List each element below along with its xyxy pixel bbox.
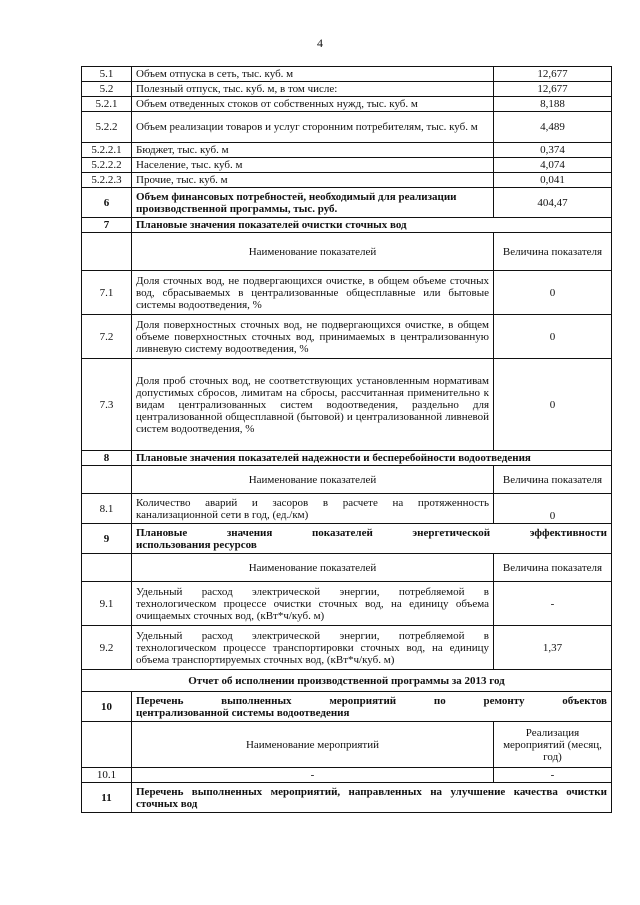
table-row — [82, 67, 612, 82]
table-row — [82, 582, 612, 626]
row-number: 5.2.1 — [82, 97, 132, 112]
column-header-name: Наименование показателей — [132, 233, 494, 271]
section-title-line1: Перечень выполненных мероприятий по ремонту объектов — [136, 694, 607, 707]
row-number: 8.1 — [82, 494, 132, 524]
row-value: 0,041 — [494, 173, 612, 188]
row-number: 9.2 — [82, 626, 132, 670]
row-label: Бюджет, тыс. куб. м — [132, 143, 494, 158]
column-header-value: Величина показателя — [494, 466, 612, 494]
section-number: 10 — [82, 692, 132, 722]
table-row — [82, 271, 612, 315]
row-label: Доля сточных вод, не подвергающихся очистке, в общем объеме сточных вод, сбрасываемых в централизованные общесплавные или бытовые системы водоотведения, % — [132, 271, 494, 315]
row-label: Полезный отпуск, тыс. куб. м, в том числе: — [132, 82, 494, 97]
report-title: Отчет об исполнении производственной программы за 2013 год — [82, 670, 612, 692]
row-number: 5.2.2.1 — [82, 143, 132, 158]
table-row — [82, 188, 612, 218]
section-header — [82, 218, 612, 233]
table-row — [82, 112, 612, 143]
program-table — [81, 66, 612, 813]
row-value: 12,677 — [494, 67, 612, 82]
section-header — [82, 524, 612, 554]
table-row — [82, 82, 612, 97]
row-value: 0 — [494, 271, 612, 315]
row-value: - — [494, 582, 612, 626]
section-title-line1: Плановые значения показателей энергетической эффективности — [136, 526, 607, 539]
column-header-row — [82, 722, 612, 768]
row-number: 5.2.2.2 — [82, 158, 132, 173]
section-title — [132, 524, 612, 554]
row-number: 7.3 — [82, 359, 132, 451]
row-label: - — [132, 768, 494, 783]
column-header-value: Реализация мероприятий (месяц, год) — [494, 722, 612, 768]
row-number: 5.2.2.3 — [82, 173, 132, 188]
row-number: 7.1 — [82, 271, 132, 315]
section-header — [82, 451, 612, 466]
table-row — [82, 494, 612, 524]
column-header-name: Наименование показателей — [132, 554, 494, 582]
table-row — [82, 173, 612, 188]
row-value: 0 — [494, 315, 612, 359]
row-value: 4,489 — [494, 112, 612, 143]
section-title — [132, 692, 612, 722]
empty-cell — [82, 466, 132, 494]
row-number: 9.1 — [82, 582, 132, 626]
row-number: 5.2.2 — [82, 112, 132, 143]
section-title: Перечень выполненных мероприятий, направленных на улучшение качества очистки сточных вод — [132, 783, 612, 813]
row-number: 10.1 — [82, 768, 132, 783]
section-number: 8 — [82, 451, 132, 466]
section-header — [82, 692, 612, 722]
column-header-value: Величина показателя — [494, 233, 612, 271]
table-row — [82, 768, 612, 783]
column-header-row — [82, 233, 612, 271]
row-label: Население, тыс. куб. м — [132, 158, 494, 173]
row-number: 5.1 — [82, 67, 132, 82]
row-label: Доля поверхностных сточных вод, не подвергающихся очистке, в общем объеме поверхностных сточных вод, принимаемых в централизованную ливневую систему водоотведения, % — [132, 315, 494, 359]
row-value: 0 — [494, 494, 612, 524]
empty-cell — [82, 233, 132, 271]
column-header-row — [82, 554, 612, 582]
row-label: Удельный расход электрической энергии, потребляемой в технологическом процессе транспортировки сточных вод, на единицу объема транспортируемых сточных вод, (кВт*ч/куб. м) — [132, 626, 494, 670]
table-row — [82, 626, 612, 670]
row-label: Объем отпуска в сеть, тыс. куб. м — [132, 67, 494, 82]
empty-cell — [82, 554, 132, 582]
column-header-name: Наименование мероприятий — [132, 722, 494, 768]
section-number: 11 — [82, 783, 132, 813]
row-value: 8,188 — [494, 97, 612, 112]
row-label: Удельный расход электрической энергии, потребляемой в технологическом процессе очистки сточных вод, на единицу объема очищаемых сточных вод, (кВт*ч/куб. м) — [132, 582, 494, 626]
row-label: Объем отведенных стоков от собственных нужд, тыс. куб. м — [132, 97, 494, 112]
table-row — [82, 97, 612, 112]
row-value: 0 — [494, 359, 612, 451]
row-label: Объем реализации товаров и услуг сторонним потребителям, тыс. куб. м — [132, 112, 494, 143]
report-title-row — [82, 670, 612, 692]
table-row — [82, 359, 612, 451]
table-row — [82, 315, 612, 359]
column-header-row — [82, 466, 612, 494]
row-value: 1,37 — [494, 626, 612, 670]
page-number: 4 — [317, 36, 323, 50]
row-value: 0,374 — [494, 143, 612, 158]
row-label: Объем финансовых потребностей, необходимый для реализации производственной программы, тыс. руб. — [132, 188, 494, 218]
section-title-line2: использования ресурсов — [136, 538, 257, 551]
row-value: - — [494, 768, 612, 783]
row-value: 4,074 — [494, 158, 612, 173]
row-value: 404,47 — [494, 188, 612, 218]
column-header-name: Наименование показателей — [132, 466, 494, 494]
row-number: 7.2 — [82, 315, 132, 359]
section-number: 7 — [82, 218, 132, 233]
row-number: 5.2 — [82, 82, 132, 97]
section-title: Плановые значения показателей надежности и бесперебойности водоотведения — [132, 451, 612, 466]
row-label: Количество аварий и засоров в расчете на протяженность канализационной сети в год, (ед./км) — [132, 494, 494, 524]
table-row — [82, 143, 612, 158]
empty-cell — [82, 722, 132, 768]
section-number: 9 — [82, 524, 132, 554]
column-header-value: Величина показателя — [494, 554, 612, 582]
row-number: 6 — [82, 188, 132, 218]
row-value: 12,677 — [494, 82, 612, 97]
table-row — [82, 158, 612, 173]
row-label: Прочие, тыс. куб. м — [132, 173, 494, 188]
section-header — [82, 783, 612, 813]
section-title-line2: централизованной системы водоотведения — [136, 706, 350, 719]
section-title: Плановые значения показателей очистки сточных вод — [132, 218, 612, 233]
row-label: Доля проб сточных вод, не соответствующих установленным нормативам допустимых сбросов, лимитам на сбросы, рассчитанная применительно к видам централизованных систем водоотведения, раздельно для централизованной общесплавной (бытовой) и централизованной ливневой систем водоотведения, % — [132, 359, 494, 451]
